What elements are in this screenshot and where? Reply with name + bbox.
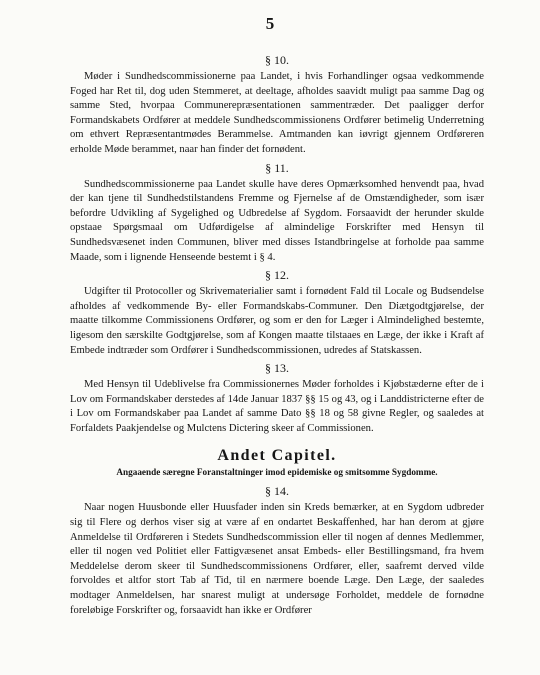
section-11-heading: § 11. xyxy=(265,160,289,175)
page-number: 5 xyxy=(265,14,275,33)
chapter-subtitle: Angaaende særegne Foranstaltninger imod epidemiske og smitsomme Sygdomme. xyxy=(116,467,438,478)
section-13-heading: § 13. xyxy=(265,361,289,376)
section-11-text: Sundhedscommissionerne paa Landet skulle have deres Opmærksomhed henvendt paa, hvad der kan tjene til Sundhedstilstandens Fremme og Fjernelse af de Omstændigheder, som især befordre Udvikling af Sygelighed og Udbredelse af Sygdom. Forsaavidt der herunder skulde opstaae Spørgsmaal om Udførdigelse af almindelige Forskrifter med Hensyn til Sundhedsvæsenet inden Communen, bliver med disses Istandbringelse at forholde paa samme Maade, som i lignende Henseende bestemt i § 4. xyxy=(70,178,484,263)
section-12-text: Udgifter til Protocoller og Skrivematerialier samt i fornødent Fald til Locale og Budsendelse afholdes af vedkommende By- eller Formandskabs-Communer. Den Diætgodtgjørelse, der maatte tilkomme Commissionens Ordfører, og som er den for Læger i Almindelighed bestemte, ligesom den særskilte Godtgjørelse, som af Kongen maatte tilstaaes en Læge, der ikke i Kraft af Embede indtræder som Ordfører i Sundhedscommissionen, udredes af Statskassen. xyxy=(70,286,484,356)
document-body xyxy=(70,50,484,618)
section-13-text: Med Hensyn til Udeblivelse fra Commissionernes Møder forholdes i Kjøbstæderne efter de i Lov om Formandskaber derstedes af 14de Januar 1837 §§ 15 og 43, og i Landdistricterne efter de i Lov om Formandskaber paa Landet af samme Dato §§ 18 og 58 givne Regler, og saaledes at Forfaldets Paakjendelse og Mulctens Dictering skeer af Commissionen. xyxy=(70,379,484,434)
section-12-heading: § 12. xyxy=(265,268,289,283)
section-14-text: Naar nogen Huusbonde eller Huusfader inden sin Kreds bemærker, at en Sygdom udbreder sig til Flere og derhos viser sig at være af en ondartet Beskaffenhed, har han derom at gjøre Anmeldelse til Ordføreren i Stedets Sundhedscommission eller til nogen af dennes Medlemmer, eller til nogen ved Politiet eller Fattigvæsenet ansat Embeds- eller Bestillingsmand, fra hvem Meddelelse derom skeer til Sundhedscommissionens Ordfører, eller, saafremt derved vilde forvoldes et altfor stort Tab af Tid, til en nærmere boende Læge. Den Læge, der saaledes modtager Anmeldelsen, har snarest muligt at undersøge Forholdet, meddele de fornødne foreløbige Forskrifter og, forsaavidt han ikke er Ordfører xyxy=(70,502,484,616)
section-10-heading: § 10. xyxy=(265,53,289,67)
section-10-text: Møder i Sundhedscommissionerne paa Landet, i hvis Forhandlinger ogsaa vedkommende Foged har Ret til, dog uden Stemmeret, at deeltage, afholdes saavidt muligt paa samme Dag og samme Sted, hvorpaa Communerepræsentationen sammentræder. Det paaligger derfor Formandskabets Ordfører at meddele Sundhedscommissionens Ordfører betimelig Underretning om ethvert Repræsentantmødes Berammelse. Amtmanden kan iøvrigt gjennem Ordføreren erholde Møde berammet, naar han finder det fornødent. xyxy=(70,71,484,155)
chapter-title: Andet Capitel. xyxy=(217,447,337,465)
section-14-heading: § 14. xyxy=(265,484,289,499)
